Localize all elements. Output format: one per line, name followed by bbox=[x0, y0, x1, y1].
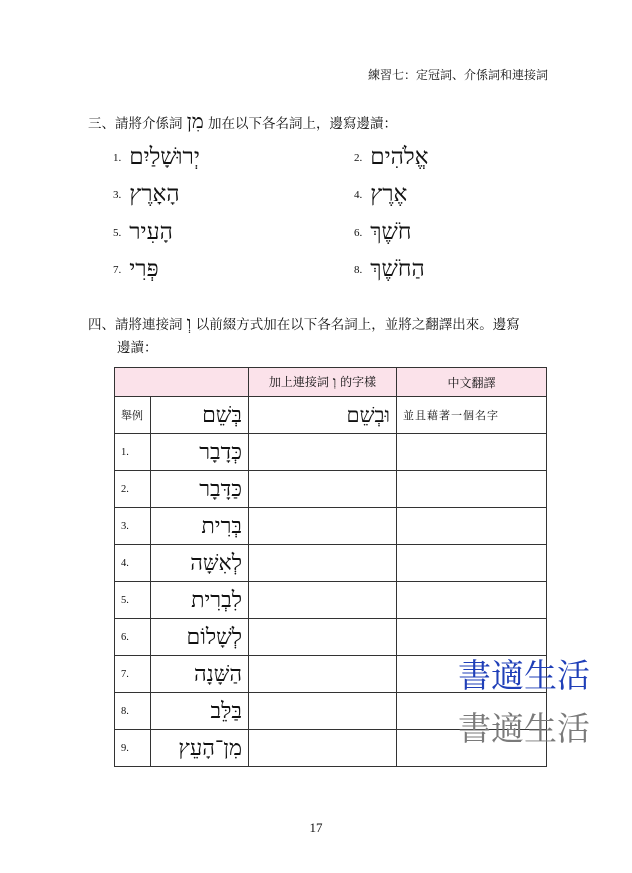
example-prefixed-word: וּבְשֵׁם bbox=[249, 397, 397, 434]
translation-answer-cell[interactable] bbox=[397, 508, 547, 545]
row-word: לְשָׁלוֹם bbox=[151, 619, 249, 656]
translation-answer-cell[interactable] bbox=[397, 545, 547, 582]
prefixed-answer-cell[interactable] bbox=[249, 619, 397, 656]
table-row bbox=[115, 508, 547, 545]
table-row bbox=[115, 471, 547, 508]
row-number: 4. bbox=[115, 545, 151, 582]
section4-title-after: 以前綴方式加在以下各名詞上，並將之翻譯出來。邊寫 bbox=[195, 317, 520, 333]
item-number: 3. bbox=[113, 188, 122, 201]
table-row bbox=[115, 582, 547, 619]
table-row bbox=[115, 434, 547, 471]
hebrew-word: הַחֹשֶׁךְ bbox=[370, 256, 425, 282]
row-number: 5. bbox=[115, 582, 151, 619]
hebrew-word: פְּרִי bbox=[129, 256, 159, 282]
row-number: 3. bbox=[115, 508, 151, 545]
section4-title-line2: 邊讀： bbox=[117, 340, 158, 356]
hebrew-word: יְרוּשָׁלַיִם bbox=[129, 144, 200, 170]
exercise-item-3 bbox=[113, 183, 180, 206]
exercise-item-2 bbox=[354, 146, 428, 169]
row-number: 9. bbox=[115, 730, 151, 767]
example-row bbox=[115, 397, 547, 434]
section3-title-before: 三、請將介係詞 bbox=[88, 116, 183, 132]
row-number: 6. bbox=[115, 619, 151, 656]
example-translation: 並且藉著一個名字 bbox=[397, 397, 547, 434]
header-prefixed-after: 的字樣 bbox=[340, 375, 377, 389]
table-header-row bbox=[115, 368, 547, 397]
prefixed-answer-cell[interactable] bbox=[249, 730, 397, 767]
prefixed-answer-cell[interactable] bbox=[249, 582, 397, 619]
example-label: 舉例 bbox=[115, 397, 151, 434]
hebrew-word: חֹשֶׁךְ bbox=[370, 219, 412, 245]
header-cell-prefixed bbox=[249, 368, 397, 397]
item-number: 8. bbox=[354, 263, 363, 276]
table-row bbox=[115, 545, 547, 582]
item-number: 5. bbox=[113, 226, 122, 239]
header-prefixed-before: 加上連接詞 bbox=[268, 375, 329, 389]
row-word: לְאִשָּׁה bbox=[151, 545, 249, 582]
exercise-item-8 bbox=[354, 258, 425, 281]
section4-title-line1 bbox=[88, 313, 520, 334]
item-number: 1. bbox=[113, 151, 122, 164]
prefixed-answer-cell[interactable] bbox=[249, 508, 397, 545]
hebrew-word: הָעִיר bbox=[129, 219, 173, 245]
row-word: מִן־הָעֵץ bbox=[151, 730, 249, 767]
row-word: הַשָּׁנָה bbox=[151, 656, 249, 693]
row-word: לִבְרִית bbox=[151, 582, 249, 619]
row-word: בַּלֵּב bbox=[151, 693, 249, 730]
prefixed-answer-cell[interactable] bbox=[249, 545, 397, 582]
section4-title-before: 四、請將連接詞 bbox=[88, 317, 183, 333]
section4-title-hebrew: וְ bbox=[186, 313, 192, 334]
exercise-item-7 bbox=[113, 258, 159, 281]
section3-title bbox=[88, 109, 397, 134]
hebrew-word: אֶרֶץ bbox=[370, 181, 408, 207]
row-number: 1. bbox=[115, 434, 151, 471]
translation-answer-cell[interactable] bbox=[397, 471, 547, 508]
prefixed-answer-cell[interactable] bbox=[249, 471, 397, 508]
header-prefixed-hebrew: וְ bbox=[332, 374, 337, 390]
prefixed-answer-cell[interactable] bbox=[249, 656, 397, 693]
item-number: 4. bbox=[354, 188, 363, 201]
translation-answer-cell[interactable] bbox=[397, 582, 547, 619]
exercise-item-5 bbox=[113, 221, 173, 244]
example-word: בְּשֵׁם bbox=[151, 397, 249, 434]
row-word: כְּדָבָר bbox=[151, 434, 249, 471]
prefixed-answer-cell[interactable] bbox=[249, 693, 397, 730]
translation-answer-cell[interactable] bbox=[397, 434, 547, 471]
watermark-blue: 書適生活 bbox=[458, 656, 590, 695]
exercise-item-1 bbox=[113, 146, 200, 169]
header-cell-empty bbox=[115, 368, 249, 397]
item-number: 6. bbox=[354, 226, 363, 239]
page-number: 17 bbox=[309, 820, 323, 835]
row-number: 7. bbox=[115, 656, 151, 693]
watermark-gray: 書適生活 bbox=[458, 709, 590, 748]
row-number: 2. bbox=[115, 471, 151, 508]
section3-title-after: 加在以下各名詞上，邊寫邊讀： bbox=[208, 116, 398, 132]
hebrew-word: אֱלֹהִים bbox=[370, 144, 429, 170]
item-number: 7. bbox=[113, 263, 122, 276]
hebrew-word: הָאָרֶץ bbox=[129, 181, 180, 207]
row-word: כַּדָּבָר bbox=[151, 471, 249, 508]
item-number: 2. bbox=[354, 151, 363, 164]
row-word: בְּרִית bbox=[151, 508, 249, 545]
page-header: 練習七：定冠詞、介係詞和連接詞 bbox=[367, 68, 548, 82]
exercise-item-4 bbox=[354, 183, 407, 206]
exercise-item-6 bbox=[354, 221, 411, 244]
header-cell-translation: 中文翻譯 bbox=[397, 368, 547, 397]
row-number: 8. bbox=[115, 693, 151, 730]
section3-title-hebrew: מִן bbox=[186, 109, 204, 133]
prefixed-answer-cell[interactable] bbox=[249, 434, 397, 471]
